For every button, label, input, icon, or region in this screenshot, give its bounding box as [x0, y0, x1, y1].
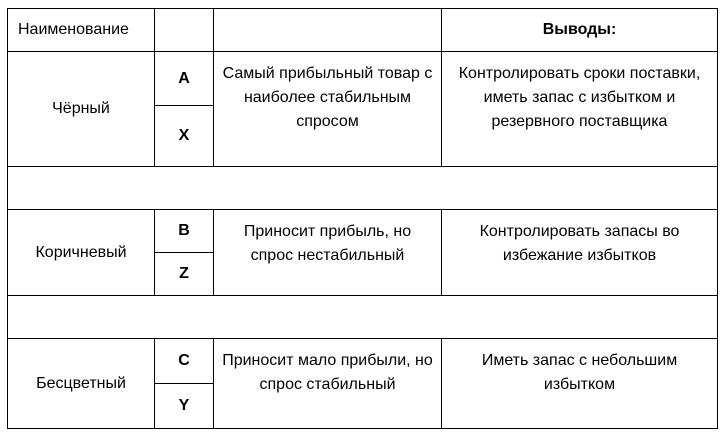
header-empty-cell-1	[155, 9, 214, 52]
conclusion-cell: Контролировать запасы во избежание избытков	[442, 210, 718, 296]
conclusion-cell: Контролировать сроки поставки, иметь запас с избытком и резервного поставщика	[442, 52, 718, 167]
abc-xyz-table	[7, 8, 718, 429]
xyz-letter-cell: X	[155, 106, 214, 167]
spacer-row	[8, 167, 718, 210]
group-name-cell: Чёрный	[8, 52, 155, 167]
table-row	[8, 210, 718, 253]
header-row	[8, 9, 718, 52]
group-name-cell: Коричневый	[8, 210, 155, 296]
group-name-cell: Бесцветный	[8, 339, 155, 429]
spacer-cell	[8, 167, 718, 210]
table-row	[8, 339, 718, 384]
abc-letter-cell: C	[155, 339, 214, 384]
abc-letter-cell: B	[155, 210, 214, 253]
abc-letter-cell: A	[155, 52, 214, 106]
table-row	[8, 52, 718, 106]
header-empty-cell-2	[214, 9, 442, 52]
description-cell: Приносит мало прибыли, но спрос стабильный	[214, 339, 442, 429]
header-name-cell: Наименование	[8, 9, 155, 52]
description-cell: Приносит прибыль, но спрос нестабильный	[214, 210, 442, 296]
xyz-letter-cell: Y	[155, 384, 214, 429]
description-cell: Самый прибыльный товар с наиболее стабильным спросом	[214, 52, 442, 167]
header-conclusions-cell: Выводы:	[442, 9, 718, 52]
spacer-row	[8, 296, 718, 339]
spacer-cell	[8, 296, 718, 339]
conclusion-cell: Иметь запас с небольшим избытком	[442, 339, 718, 429]
xyz-letter-cell: Z	[155, 253, 214, 296]
